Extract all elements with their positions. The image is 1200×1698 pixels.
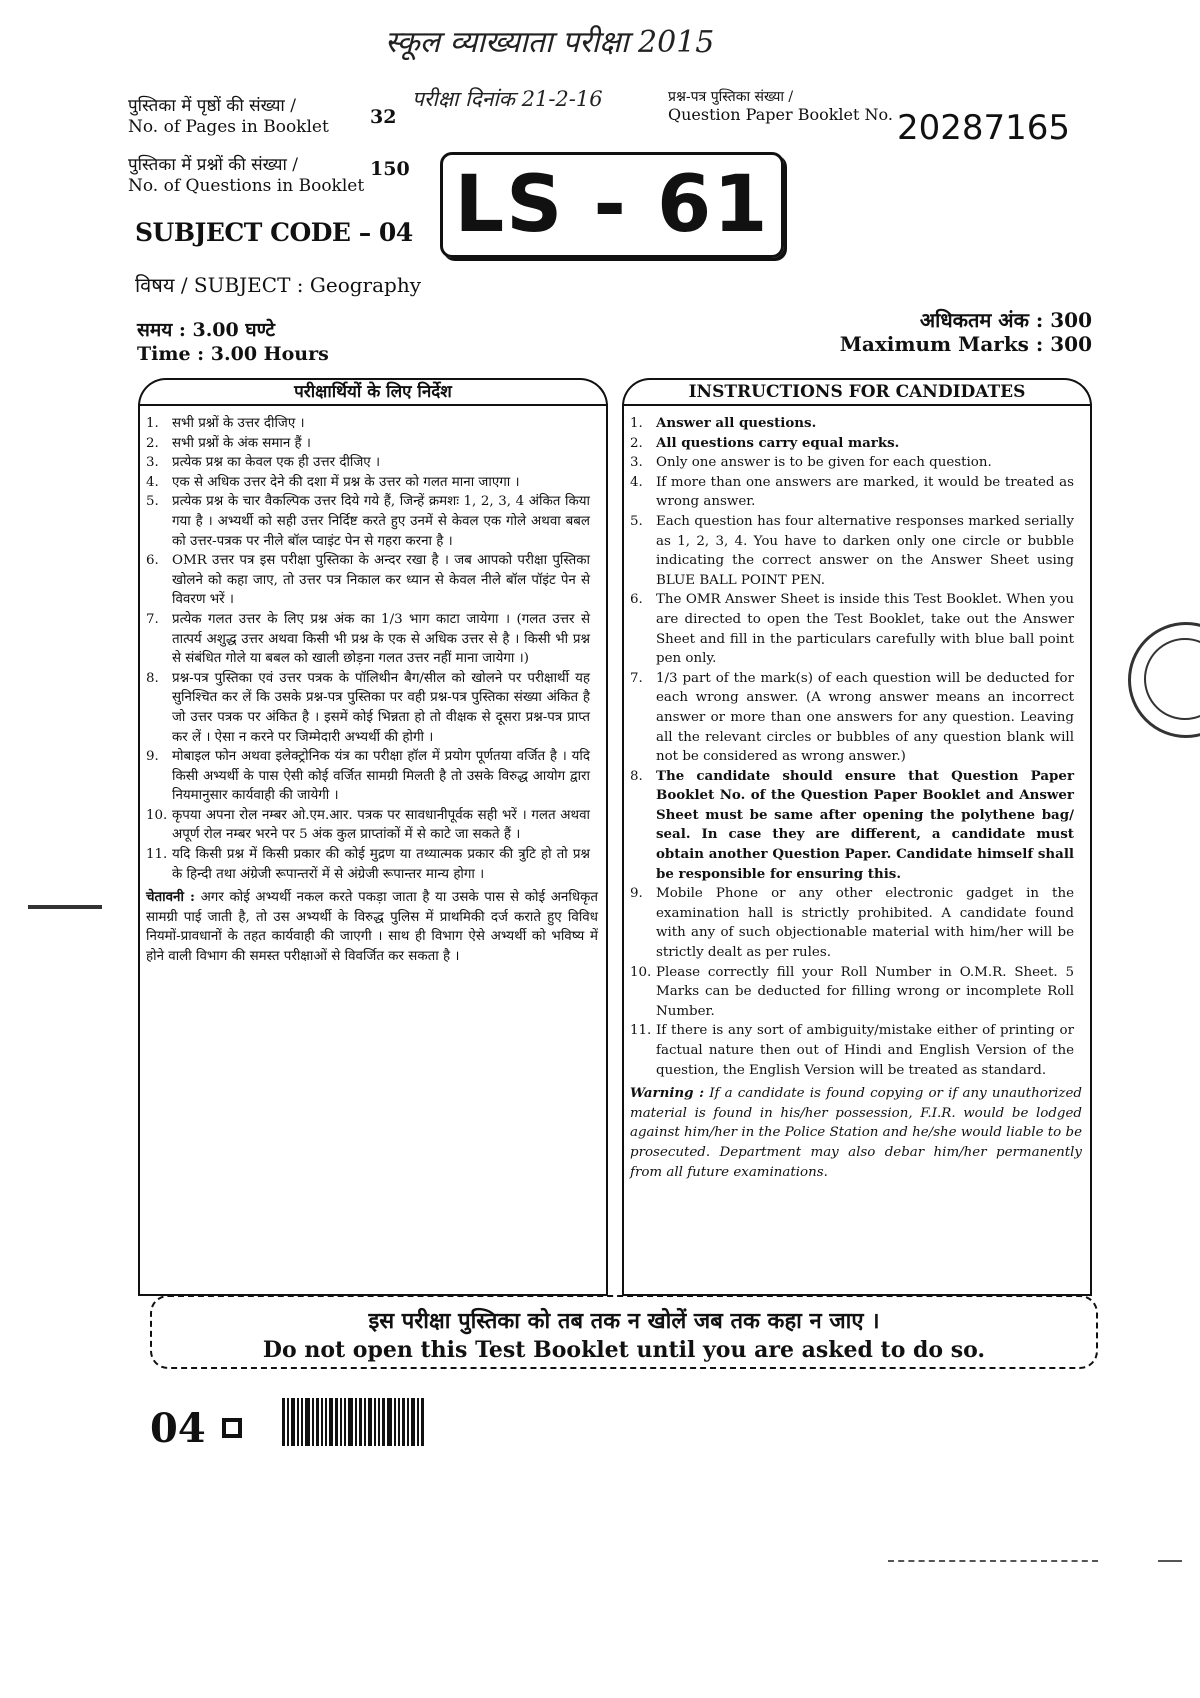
hindi-warning-label: चेतावनी :: [146, 889, 195, 906]
barcode-bar: [364, 1398, 366, 1446]
hindi-instructions-list: [146, 414, 598, 884]
hindi-warning-text: अगर कोई अभ्यर्थी नकल करते पकड़ा जाता है या उसके पास से कोई अनधिकृत सामग्री पाई जाती है, तो उस अभ्यर्थी के विरुद्ध पुलिस में प्राथमिकी दर्ज कराते हुए विविध नियमों-प्रावधानों के तहत कार्यवाही की जाएगी । साथ ही विभाग ऐसे अभ्यर्थी को भविष्य में होने वाली विभाग की समस्त परीक्षाओं से विवर्जित कर सकता है ।: [146, 890, 598, 965]
english-instruction-item: [630, 512, 1074, 590]
questions-label-en: No. of Questions in Booklet: [128, 176, 365, 196]
hindi-instruction-number: 5.: [146, 494, 159, 510]
english-instruction-item: [630, 767, 1074, 885]
english-instruction-text: The OMR Answer Sheet is inside this Test Booklet. When you are directed to open the Test Booklet, take out the Answer Sheet and fill in the particulars carefully with blue ball point pen only.: [656, 592, 1074, 667]
barcode-bar: [387, 1398, 392, 1446]
hindi-instruction-item: [146, 414, 590, 434]
hindi-instruction-number: 4.: [146, 474, 159, 490]
hindi-instruction-text: एक से अधिक उत्तर देने की दशा में प्रश्न के उत्तर को गलत माना जाएगा ।: [172, 474, 520, 490]
questions-value: 150: [370, 158, 410, 180]
hindi-instruction-text: प्रत्येक प्रश्न का केवल एक ही उत्तर दीजिए ।: [172, 455, 381, 471]
hindi-instruction-item: [146, 434, 590, 454]
handwritten-date-note: परीक्षा दिनांक 21-2-16: [412, 87, 603, 111]
english-instruction-text: Answer all questions.: [656, 415, 817, 431]
barcode-bar: [421, 1398, 424, 1446]
english-instruction-text: 1/3 part of the mark(s) of each question will be deducted for each wrong answer. (A wrong answer means an incorrect answer or more than one answers for any question. Leaving all the relevant circles or bubbles of any question blank will not be considered as wrong answer.): [656, 670, 1074, 765]
hindi-instruction-item: [146, 551, 590, 610]
english-instruction-item: [630, 884, 1074, 962]
barcode-bar: [374, 1398, 376, 1446]
english-instruction-item: [630, 453, 1074, 473]
barcode-bar: [359, 1398, 362, 1446]
barcode-bar: [297, 1398, 299, 1446]
english-instruction-text: All questions carry equal marks.: [656, 434, 900, 451]
hindi-instruction-item: [146, 473, 590, 493]
hindi-instruction-item: [146, 610, 590, 669]
booklet-code-box: LS - 61: [440, 152, 784, 258]
hindi-instruction-item: [146, 845, 590, 884]
english-instruction-text: Mobile Phone or any other electronic gadget in the examination hall is strictly prohibited. A candidate found with any of such objectionable material with him/her will be strictly dealt as per rules.: [656, 886, 1074, 961]
pages-label-en: No. of Pages in Booklet: [128, 117, 329, 137]
subject-line: विषय / SUBJECT : Geography: [135, 273, 422, 297]
english-instruction-text: Each question has four alternative responses marked serially as 1, 2, 3, 4. You have to darken only one circle or bubble indicating the correct answer on the Answer Sheet using BLUE BALL POINT PEN.: [656, 513, 1074, 588]
hindi-instruction-number: 6.: [146, 553, 159, 569]
english-instruction-item: [630, 963, 1074, 1022]
hindi-instruction-text: मोबाइल फोन अथवा इलेक्ट्रोनिक यंत्र का परीक्षा हॉल में प्रयोग पूर्णतया वर्जित है । यदि किसी अभ्यर्थी के पास ऐसी कोई वर्जित सामग्री मिलती है तो उसके विरुद्ध आयोग द्वारा नियमानुसार कार्यवाही की जायेगी ।: [172, 749, 590, 804]
barcode-bar: [329, 1398, 333, 1446]
barcode-bar: [368, 1398, 372, 1446]
hindi-instruction-text: प्रत्येक गलत उत्तर के लिए प्रश्न अंक का 1/3 भाग काटा जायेगा । (गलत उत्तर से तात्पर्य अशुद्ध उत्तर अथवा किसी भी प्रश्न के एक से अधिक उत्तर से है । किसी भी प्रश्न से संबंधित गोले या बबल को खाली छोड़ना गलत उत्तर नहीं माना जायेगा ।): [172, 611, 590, 667]
english-instruction-number: 5.: [630, 513, 643, 529]
barcode: [282, 1398, 426, 1446]
english-instruction-text: The candidate should ensure that Question Paper Booklet No. of the Question Paper Booklet and Answer Sheet must be same after opening the polythene bag/ seal. In case they are different, a candidate must obtain another Question Paper. Candidate himself shall be responsible for ensuring this.: [656, 767, 1074, 882]
series-code: 04: [150, 1405, 206, 1452]
english-instruction-number: 9.: [630, 886, 643, 902]
english-instruction-number: 11.: [630, 1023, 652, 1039]
barcode-bar: [325, 1398, 327, 1446]
barcode-bar: [355, 1398, 357, 1446]
english-instruction-number: 3.: [630, 455, 643, 471]
hindi-instruction-number: 8.: [146, 670, 159, 686]
max-marks-en: Maximum Marks : 300: [839, 332, 1092, 356]
english-instruction-text: If more than one answers are marked, it would be treated as wrong answer.: [656, 474, 1074, 510]
hindi-instruction-number: 1.: [146, 416, 159, 431]
hindi-instruction-item: [146, 453, 590, 473]
english-instructions-panel: [622, 378, 1092, 1296]
english-instruction-item: [630, 1021, 1074, 1080]
english-instruction-number: 10.: [630, 964, 652, 980]
hindi-instructions-panel: [138, 378, 608, 1296]
hindi-instruction-number: 3.: [146, 455, 159, 471]
barcode-bar: [305, 1398, 310, 1446]
scan-line-end: [1158, 1560, 1182, 1562]
scan-mark: [28, 905, 102, 909]
barcode-bar: [417, 1398, 419, 1446]
subject-code-value: 04: [378, 218, 413, 247]
english-instruction-text: If there is any sort of ambiguity/mistake either of printing or factual nature then out of Hindi and English Version of the question, the English Version will be treated as standard.: [656, 1023, 1074, 1078]
english-instruction-number: 8.: [630, 768, 643, 784]
hindi-instruction-text: सभी प्रश्नों के अंक समान हैं ।: [172, 435, 311, 451]
scan-line: [888, 1560, 1098, 1562]
hindi-instruction-number: 11.: [146, 847, 168, 863]
questions-label: [128, 155, 364, 197]
hindi-instruction-item: [146, 806, 590, 845]
english-instruction-item: [630, 434, 1074, 454]
hindi-instruction-text: प्रत्येक प्रश्न के चार वैकल्पिक उत्तर दिये गये हैं, जिन्हें क्रमशः 1, 2, 3, 4 अंकित किया गया है । अभ्यर्थी को सही उत्तर निर्दिष्ट करते हुए उनमें से केवल एक गोले अथवा बबल को उत्तर-पत्रक पर नीले बॉल प्वाइंट पेन से गहरा करना है ।: [172, 494, 590, 549]
barcode-bar: [282, 1398, 285, 1446]
barcode-bar: [394, 1398, 396, 1446]
barcode-bar: [312, 1398, 314, 1446]
barcode-bar: [301, 1398, 303, 1446]
qp-no-label-hi: प्रश्न-पत्र पुस्तिका संख्या /: [668, 89, 794, 105]
hindi-instruction-text: कृपया अपना रोल नम्बर ओ.एम.आर. पत्रक पर सावधानीपूर्वक सही भरें । गलत अथवा अपूर्ण रोल नम्बर भरने पर 5 अंक कुल प्राप्तांकों में से काटे जा सकते हैं ।: [172, 807, 590, 843]
english-instruction-number: 2.: [630, 435, 643, 451]
handwritten-title-note: स्कूल व्याख्याता परीक्षा 2015: [385, 25, 715, 60]
questions-label-hi: पुस्तिका में प्रश्नों की संख्या /: [128, 155, 298, 175]
notice-en: Do not open this Test Booklet until you are asked to do so.: [262, 1337, 986, 1363]
barcode-bar: [402, 1398, 405, 1446]
english-instruction-item: [630, 414, 1074, 434]
time-en: Time : 3.00 Hours: [137, 343, 329, 365]
pages-label-hi: पुस्तिका में पृष्ठों की संख्या /: [128, 96, 296, 116]
barcode-bar: [316, 1398, 319, 1446]
barcode-bar: [287, 1398, 289, 1446]
english-instruction-number: 6.: [630, 592, 643, 608]
hindi-instruction-item: [146, 747, 590, 806]
subject-code-label: SUBJECT CODE –: [135, 218, 371, 247]
hindi-instruction-number: 9.: [146, 749, 159, 765]
hindi-panel-title: परीक्षार्थियों के लिए निर्देश: [138, 378, 608, 406]
qp-no-label: [668, 88, 893, 124]
subject-code: [135, 218, 413, 247]
hindi-instruction-number: 10.: [146, 807, 168, 823]
english-instruction-text: Only one answer is to be given for each question.: [656, 455, 992, 471]
max-marks-block: [840, 308, 1092, 356]
barcode-bar: [344, 1398, 346, 1446]
english-instructions-list: [630, 414, 1082, 1080]
english-instruction-text: Please correctly fill your Roll Number in O.M.R. Sheet. 5 Marks can be deducted for filling wrong or incomplete Roll Number.: [656, 964, 1074, 1019]
barcode-bar: [382, 1398, 385, 1446]
hindi-instruction-item: [146, 492, 590, 551]
hindi-instruction-text: OMR उत्तर पत्र इस परीक्षा पुस्तिका के अन्दर रखा है । जब आपको परीक्षा पुस्तिका खोलने को कहा जाए, तो उत्तर पत्र निकाल कर ध्यान से केवल नीले बॉल पॉइंट पेन से विवरण भरें ।: [172, 553, 590, 608]
hindi-instruction-text: प्रश्न-पत्र पुस्तिका एवं उत्तर पत्रक के पॉलिथीन बैग/सील को खोलने पर परीक्षार्थी यह सुनिश्चित कर लें कि उसके प्रश्न-पत्र पुस्तिका पर वही प्रश्न-पत्र पुस्तिका संख्या अंकित है जो उत्तर पत्रक पर अंकित है । इसमें कोई भिन्नता हो तो वीक्षक से दूसरा प्रश्न-पत्र प्राप्त कर लें । ऐसा न करने पर जिम्मेदारी अभ्यर्थी की होगी ।: [172, 670, 590, 745]
barcode-bar: [378, 1398, 380, 1446]
barcode-bar: [348, 1398, 353, 1446]
time-hi: समय : 3.00 घण्टे: [137, 319, 275, 341]
hindi-instruction-text: सभी प्रश्नों के उत्तर दीजिए ।: [172, 416, 305, 431]
english-instruction-number: 4.: [630, 474, 643, 490]
qp-no-value: 20287165: [897, 108, 1071, 148]
barcode-bar: [411, 1398, 415, 1446]
english-instruction-item: [630, 473, 1074, 512]
qp-no-label-en: Question Paper Booklet No.: [668, 105, 893, 124]
barcode-bar: [398, 1398, 400, 1446]
hindi-instruction-number: 7.: [146, 611, 159, 627]
english-warning-text: If a candidate is found copying or if any unauthorized material is found in his/her possession, F.I.R. would be lodged against him/her in the Police Station and he/she would liable to be prosecuted. Department may also debar him/her permanently from all future examinations.: [630, 1086, 1082, 1180]
barcode-bar: [407, 1398, 409, 1446]
english-warning: [630, 1084, 1082, 1182]
time-block: [137, 318, 329, 366]
checkbox-icon: [222, 1418, 242, 1438]
max-marks-hi: अधिकतम अंक : 300: [919, 308, 1092, 332]
english-warning-label: Warning :: [630, 1085, 705, 1102]
english-instruction-number: 1.: [630, 416, 643, 431]
hindi-instruction-text: यदि किसी प्रश्न में किसी प्रकार की कोई मुद्रण या तथ्यात्मक प्रकार की त्रुटि हो तो प्रश्न के हिन्दी तथा अंग्रेजी रूपान्तरों में से अंग्रेजी रूपान्तर मान्य होगा ।: [172, 847, 590, 882]
barcode-bar: [335, 1398, 338, 1446]
pages-label: [128, 96, 329, 138]
barcode-bar: [340, 1398, 342, 1446]
notice-hi: इस परीक्षा पुस्तिका को तब तक न खोलें जब तक कहा न जाए ।: [368, 1308, 880, 1334]
english-panel-title: INSTRUCTIONS FOR CANDIDATES: [622, 378, 1092, 406]
barcode-bar: [321, 1398, 323, 1446]
barcode-bar: [291, 1398, 295, 1446]
hindi-warning: [146, 888, 598, 966]
pages-value: 32: [370, 106, 397, 128]
hindi-instruction-number: 2.: [146, 435, 159, 451]
english-instruction-number: 7.: [630, 670, 643, 686]
english-instruction-item: [630, 669, 1074, 767]
english-instruction-item: [630, 590, 1074, 668]
do-not-open-notice: [150, 1295, 1098, 1369]
hindi-instruction-item: [146, 669, 590, 747]
